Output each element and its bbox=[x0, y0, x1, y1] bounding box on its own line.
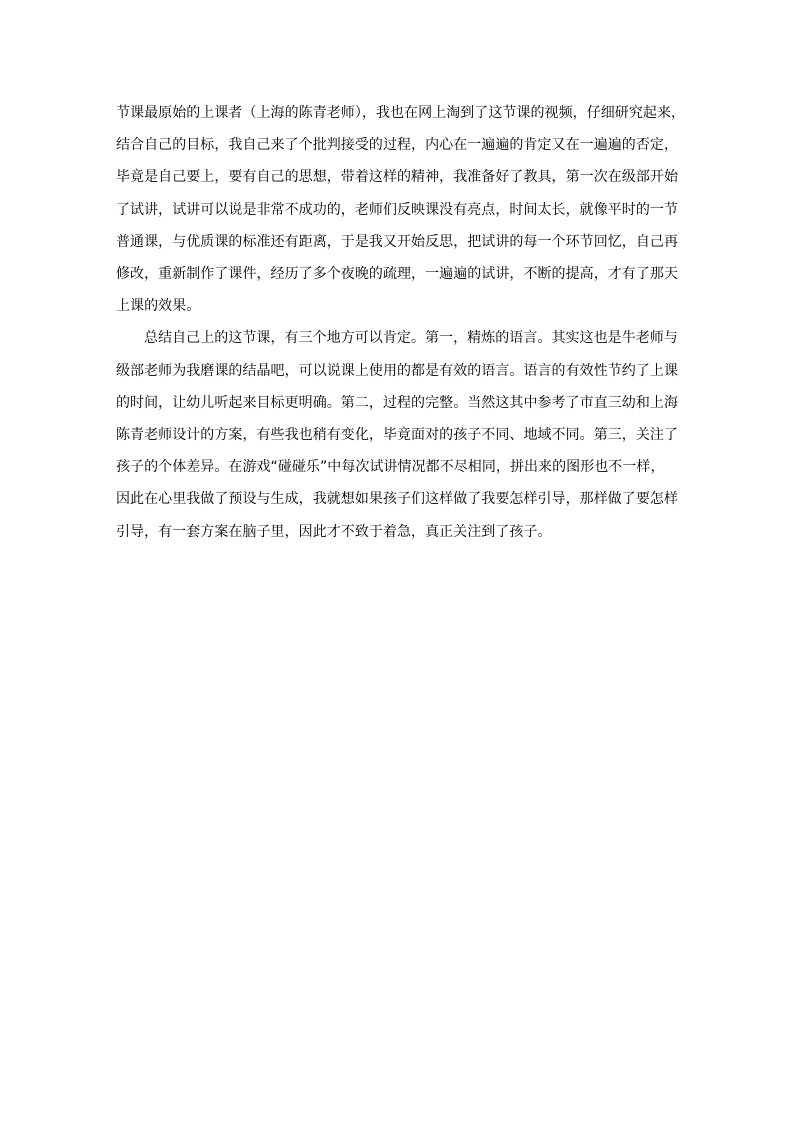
text-line: 因此在心里我做了预设与生成，我就想如果孩子们这样做了我要怎样引导，那样做了要怎样 bbox=[116, 491, 678, 508]
paragraph-1 bbox=[116, 97, 696, 322]
text-line: 上课的效果。 bbox=[116, 298, 201, 315]
text-line: 引导，有一套方案在脑子里，因此才不致于着急，真正关注到了孩子。 bbox=[116, 523, 552, 540]
text-line: 了试讲，试讲可以说是非常不成功的，老师们反映课没有亮点，时间太长，就像平时的一节 bbox=[116, 201, 678, 218]
text-line: 总结自己上的这节课，有三个地方可以肯定。第一，精炼的语言。其实这也是牛老师与 bbox=[144, 330, 678, 347]
text-line: 普通课，与优质课的标准还有距离，于是我又开始反思，把试讲的每一个环节回忆，自己再 bbox=[116, 233, 678, 250]
text-line: 陈青老师设计的方案，有些我也稍有变化，毕竟面对的孩子不同、地域不同。第三，关注了 bbox=[116, 427, 678, 444]
text-line: 节课最原始的上课者（上海的陈青老师），我也在网上淘到了这节课的视频，仔细研究起来， bbox=[116, 105, 686, 121]
text-line: 孩子的个体差异。在游戏“碰碰乐”中每次试讲情况都不尽相同，拼出来的图形也不一样， bbox=[116, 459, 665, 476]
text-line: 级部老师为我磨课的结晶吧，可以说课上使用的都是有效的语言。语言的有效性节约了上课 bbox=[116, 362, 678, 379]
text-line: 结合自己的目标，我自己来了个批判接受的过程，内心在一遍遍的肯定又在一遍遍的否定， bbox=[116, 137, 678, 154]
paragraph-2 bbox=[116, 322, 696, 547]
text-line: 毕竟是自己要上，要有自己的思想，带着这样的精神，我准备好了教具，第一次在级部开始 bbox=[116, 169, 678, 186]
text-line: 的时间，让幼儿听起来目标更明确。第二，过程的完整。当然这其中参考了市直三幼和上海 bbox=[116, 394, 678, 411]
text-line: 修改，重新制作了课件，经历了多个夜晚的疏理，一遍遍的试讲，不断的提高，才有了那天 bbox=[116, 266, 678, 283]
document-body bbox=[116, 97, 696, 548]
